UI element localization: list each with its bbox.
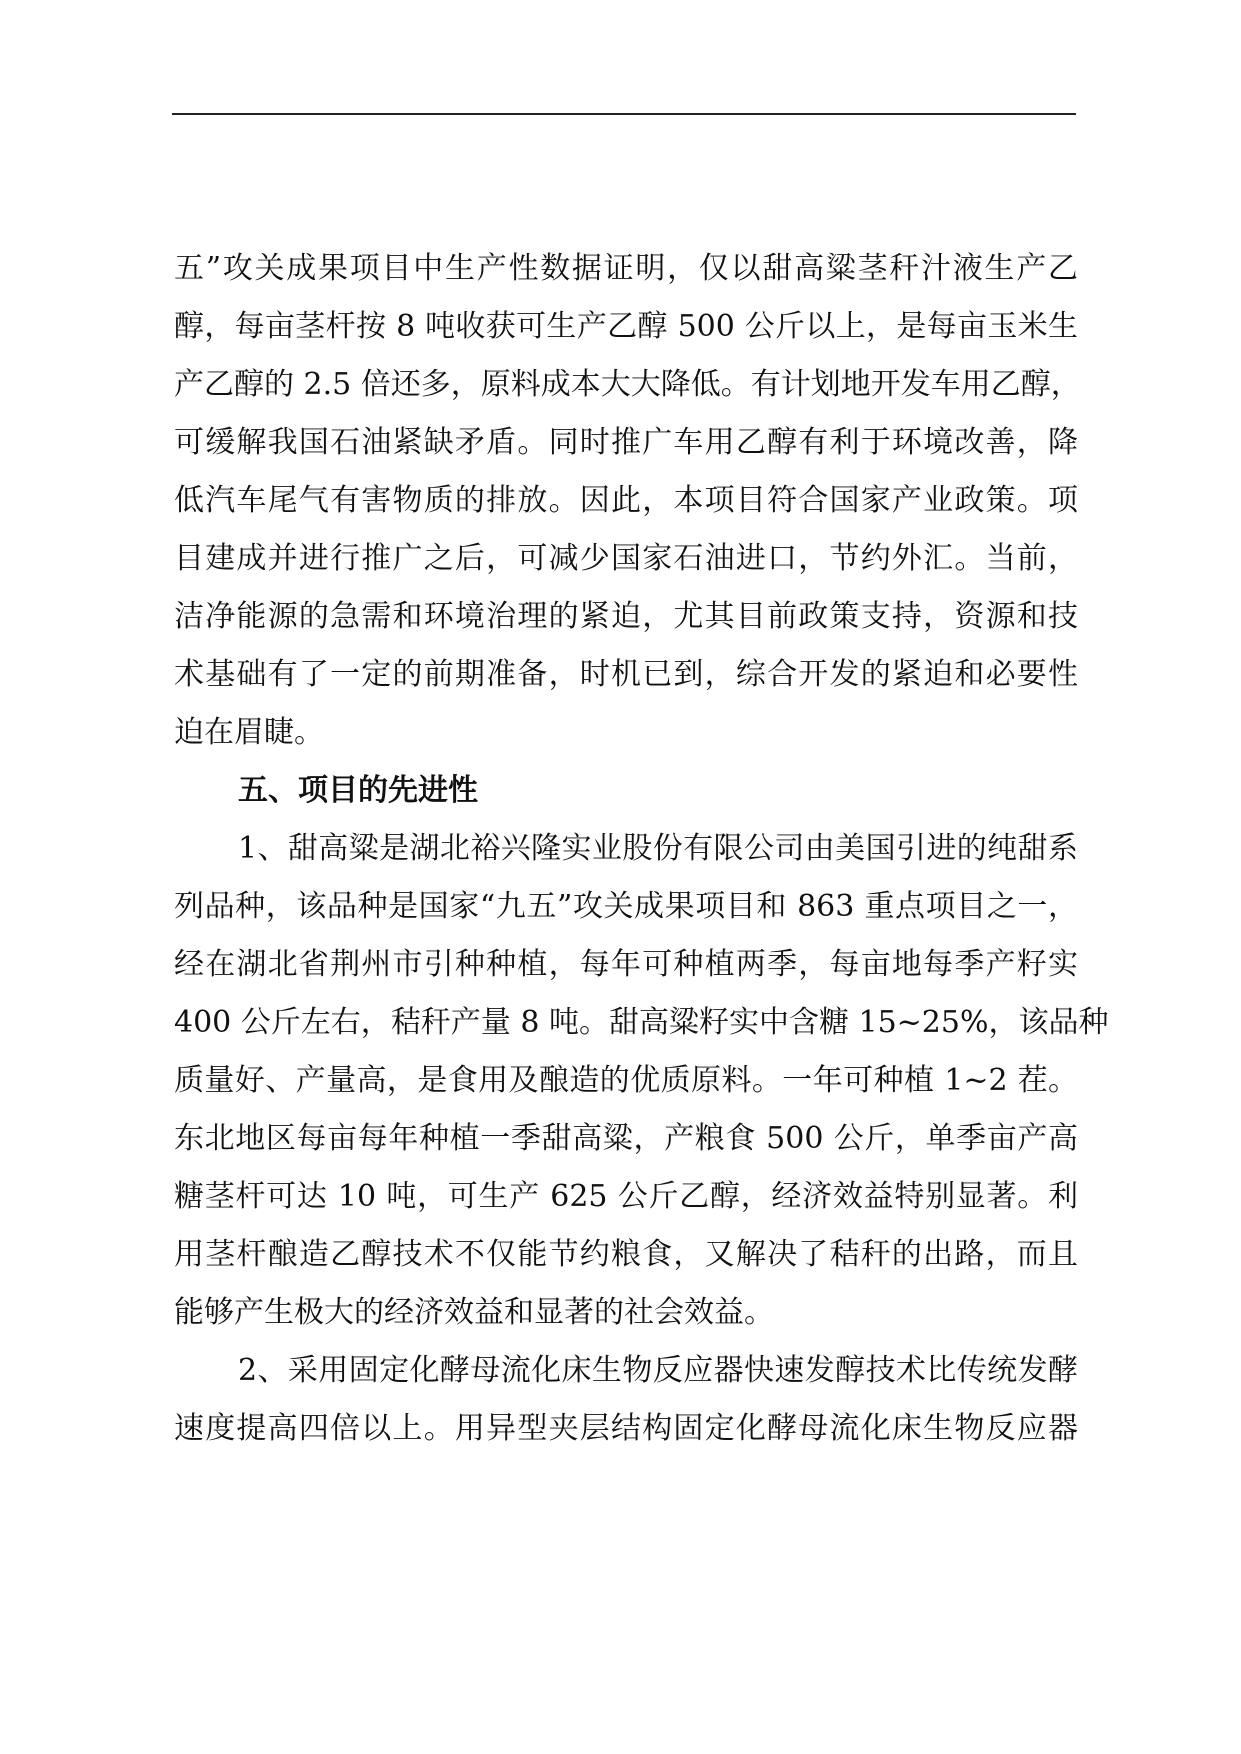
- text-line: 糖茎杆可达 10 吨，可生产 625 公斤乙醇，经济效益特别显著。利: [174, 1179, 1078, 1214]
- text-line: 洁净能源的急需和环境治理的紧迫，尤其目前政策支持，资源和技: [174, 599, 1078, 634]
- text-line: 可缓解我国石油紧缺矛盾。同时推广车用乙醇有利于环境改善，降: [174, 425, 1078, 460]
- paragraph-fermentation: [174, 1342, 1078, 1458]
- header-rule: [172, 113, 1076, 115]
- text-line: 能够产生极大的经济效益和显著的社会效益。: [174, 1295, 774, 1330]
- text-line: 低汽车尾气有害物质的排放。因此，本项目符合国家产业政策。项: [174, 483, 1078, 518]
- text-line: 目建成并进行推广之后，可减少国家石油进口，节约外汇。当前，: [174, 541, 1078, 576]
- text-line: 速度提高四倍以上。用异型夹层结构固定化酵母流化床生物反应器: [174, 1411, 1078, 1446]
- text-line: 400 公斤左右，秸秆产量 8 吨。甜高粱籽实中含糖 15~25%，该品种: [174, 1005, 1109, 1040]
- text-line: 五”攻关成果项目中生产性数据证明，仅以甜高粱茎秆汁液生产乙: [174, 251, 1078, 286]
- page-body: [174, 240, 1109, 1458]
- text-line: 1、甜高粱是湖北裕兴隆实业股份有限公司由美国引进的纯甜系: [238, 831, 1078, 866]
- text-line: 迫在眉睫。: [174, 715, 324, 750]
- text-line: 用茎杆酿造乙醇技术不仅能节约粮食，又解决了秸秆的出路，而且: [174, 1237, 1078, 1272]
- text-line: 产乙醇的 2.5 倍还多，原料成本大大降低。有计划地开发车用乙醇，: [174, 367, 1081, 402]
- paragraph-sweet-sorghum: [174, 820, 1109, 1342]
- text-line: 质量好、产量高，是食用及酿造的优质原料。一年可种植 1~2 茬。: [174, 1063, 1078, 1098]
- text-line: 经在湖北省荆州市引种种植，每年可种植两季，每亩地每季产籽实: [174, 947, 1078, 982]
- text-line: 2、采用固定化酵母流化床生物反应器快速发醇技术比传统发酵: [238, 1353, 1078, 1388]
- text-line: 东北地区每亩每年种植一季甜高粱，产粮食 500 公斤，单季亩产高: [174, 1121, 1078, 1156]
- paragraph-continuation: [174, 240, 1081, 762]
- text-line: 列品种，该品种是国家“九五”攻关成果项目和 863 重点项目之一，: [174, 889, 1078, 924]
- text-line: 术基础有了一定的前期准备，时机已到，综合开发的紧迫和必要性: [174, 657, 1078, 692]
- section-heading: 五、项目的先进性: [238, 773, 478, 808]
- text-line: 醇，每亩茎杆按 8 吨收获可生产乙醇 500 公斤以上，是每亩玉米生: [174, 309, 1078, 344]
